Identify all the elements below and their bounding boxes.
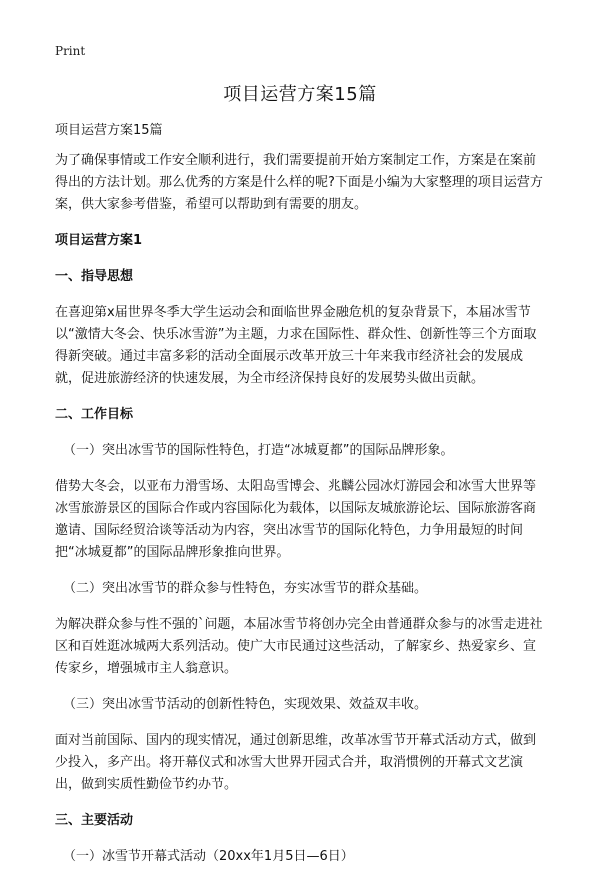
heading-main-activities: 三、主要活动: [55, 813, 134, 828]
paragraph-guiding-ideology: 在喜迎第x届世界冬季大学生运动会和面临世界金融危机的复杂背景下，本届冰雪节以“激情大冬会、快乐冰雪游”为主题，力求在国际性、群众性、创新性等三个方面取得新突破。通过丰富多彩的活动全面展示改革开放三十年来我市经济社会的发展成就，促进旅游经济的快速发展，为全市经济保持良好的发展势头做出贡献。: [55, 305, 537, 386]
intro-paragraph: 为了确保事情或工作安全顺利进行，我们需要提前开始方案制定工作，方案是在案前得出的方法计划。那么优秀的方案是什么样的呢?下面是小编为大家整理的项目运营方案，供大家参考借鉴，希望可以帮助到有需要的朋友。: [55, 153, 543, 212]
heading-work-goals: 二、工作目标: [55, 407, 134, 422]
article-body: [55, 120, 547, 882]
print-link[interactable]: Print: [55, 44, 86, 58]
goal-item-1: （一）突出冰雪节的国际性特色，打造“冰城夏都”的国际品牌形象。: [63, 443, 454, 458]
page-title: 项目运营方案15篇: [223, 84, 377, 105]
paragraph-goal-1: 借势大冬会，以亚布力滑雪场、太阳岛雪博会、兆麟公园冰灯游园会和冰雪大世界等冰雪旅游景区的国际合作或内容国际化为载体，以国际友城旅游论坛、国际旅游客商邀请、国际经贸洽谈等活动为内容，突出冰雪节的国际化特色，力争用最短的时间把“冰城夏都”的国际品牌形象推向世界。: [55, 479, 537, 560]
paragraph-goal-3: 面对当前国际、国内的现实情况，通过创新思维，改革冰雪节开幕式活动方式，做到少投入，多产出。将开幕仪式和冰雪大世界开园式合并，取消惯例的开幕式文艺演出，做到实质性勤俭节约办节。: [55, 733, 537, 792]
article-subtitle: 项目运营方案15篇: [55, 123, 163, 138]
goal-item-2: （二）突出冰雪节的群众参与性特色，夯实冰雪节的群众基础。: [63, 581, 428, 596]
paragraph-goal-2: 为解决群众参与性不强的`问题，本届冰雪节将创办完全由普通群众参与的冰雪走进社区和百姓逛冰城两大系列活动。使广大市民通过这些活动，了解家乡、热爱家乡、宣传家乡，增强城市主人翁意识。: [55, 617, 543, 676]
section-title: 项目运营方案1: [55, 233, 143, 248]
goal-item-3: （三）突出冰雪节活动的创新性特色，实现效果、效益双丰收。: [63, 697, 428, 712]
heading-guiding-ideology: 一、指导思想: [55, 269, 134, 284]
activity-item-1: （一）冰雪节开幕式活动（20xx年1月5日—6日）: [63, 849, 354, 864]
